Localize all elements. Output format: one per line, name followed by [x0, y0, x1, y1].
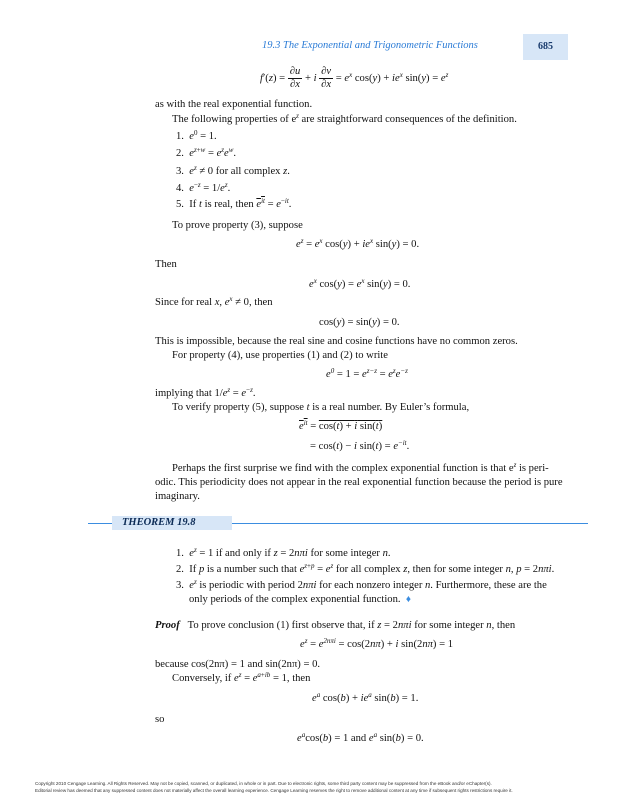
- equation-proof-3: $e^a\cos(b) = 1$ and $e^a$ sin(b) = 0.: [297, 731, 424, 744]
- theorem-item-1: 1. $e^z = 1$ if and only if z = 2nπi for some integer n.: [176, 546, 391, 559]
- text-properties-intro: The following properties of $e^z$ are straightforward consequences of the definition.: [172, 112, 517, 125]
- text-because: because cos(2nπ) = 1 and sin(2nπ) = 0.: [155, 659, 321, 670]
- equation-cos-sin: cos(y) = sin(y) = 0.: [319, 317, 400, 328]
- equation-euler-1: $e^{it} = \cos(t) + i$ sin(t): [299, 419, 383, 432]
- equation-then: $e^x$ $\cos(y) = e^x$ sin(y) = 0.: [309, 277, 411, 290]
- text-perhaps-3: imaginary.: [155, 491, 200, 502]
- equation-proof-1: $e^z = e^{2n\pi i} = \cos(2n\pi) + i$ sin(2nπ) = 1: [300, 637, 454, 650]
- text-conversely: Conversely, if $e^z = e^{a+ib} = 1$, then: [172, 671, 311, 684]
- equation-property4: $e^0 = 1 = e^{z-z} = e^ze^{-z}$: [326, 367, 408, 380]
- equation-proof-2: $e^a$ $\cos(b) + ie^a$ sin(b) = 1.: [312, 691, 419, 704]
- text-since: Since for real x, $e^x \ne 0$, then: [155, 295, 273, 308]
- equation-euler-2: = cos(t) − i $\sin(t) = e^{-it}$.: [310, 439, 410, 452]
- running-header: 19.3 The Exponential and Trigonometric Functions: [262, 40, 478, 51]
- property-5: 5. If t is real, then $e^{it} = e^{-it}$.: [176, 197, 292, 210]
- text-implying: implying that $1/e^z = e^{-z}$.: [155, 386, 256, 399]
- text-then: Then: [155, 259, 177, 270]
- theorem-item-3: 3. $e^z$ is periodic with period 2nπi for each nonzero integer n. Furthermore, these are the: [176, 578, 547, 591]
- property-1: 1. $e^0 = 1$.: [176, 129, 217, 142]
- property-4: 4. $e^{-z} = 1/e^z$.: [176, 181, 231, 194]
- text-perhaps-2: odic. This periodicity does not appear in the real exponential function because the period is pure: [155, 477, 563, 488]
- theorem-label: THEOREM 19.8: [122, 517, 196, 528]
- theorem-item-2: 2. If p is a number such that $e^{z+p} = e^z$ for all complex z, then for some integer n, p = 2nπi.: [176, 562, 555, 575]
- proof-line-1: Proof To prove conclusion (1) first observe that, if z = 2nπi for some integer n, then: [155, 620, 516, 631]
- text-to-prove: To prove property (3), suppose: [172, 220, 303, 231]
- text-impossible: This is impossible, because the real sine and cosine functions have no common zeros.: [155, 336, 518, 347]
- text-perhaps-1: Perhaps the first surprise we find with the complex exponential function is that $e^z$ is peri-: [172, 461, 549, 474]
- proof-label: Proof: [155, 620, 180, 631]
- footer-copyright-2: Editorial review has deemed that any suppressed content does not materially affect the overall learning experience. Cengage Learning reserves the right to remove additional content at any time if subsequent rights restrictions require it.: [35, 788, 513, 793]
- text-as-with: as with the real exponential function.: [155, 99, 313, 110]
- end-of-theorem-icon: ♦: [405, 594, 411, 605]
- property-3: 3. $e^z \ne 0$ for all complex z.: [176, 164, 290, 177]
- text-for-property4: For property (4), use properties (1) and (2) to write: [172, 350, 388, 361]
- footer-copyright-1: Copyright 2010 Cengage Learning. All Rights Reserved. May not be copied, scanned, or duplicated, in whole or in part. Due to electronic rights, some third party content may be suppressed from the eBook and/or eChapter(s).: [35, 781, 492, 786]
- theorem-item-3-line2: only periods of the complex exponential function. ♦: [189, 594, 411, 605]
- equation-suppose: $e^z = e^x$ $\cos(y) + ie^x$ sin(y) = 0.: [296, 237, 420, 250]
- text-so: so: [155, 714, 165, 725]
- text-to-verify: To verify property (5), suppose t is a real number. By Euler’s formula,: [172, 402, 470, 413]
- equation-derivative: f′(z) = $\frac{\partial u}{\partial x}$ + i $\frac{\partial v}{\partial x}$ = $e^x$ $\cos(y) + ie^x$ $\sin(y) = e^z$: [260, 66, 449, 90]
- page-number: 685: [523, 34, 568, 60]
- property-2: 2. $e^{z+w} = e^ze^w$.: [176, 146, 237, 159]
